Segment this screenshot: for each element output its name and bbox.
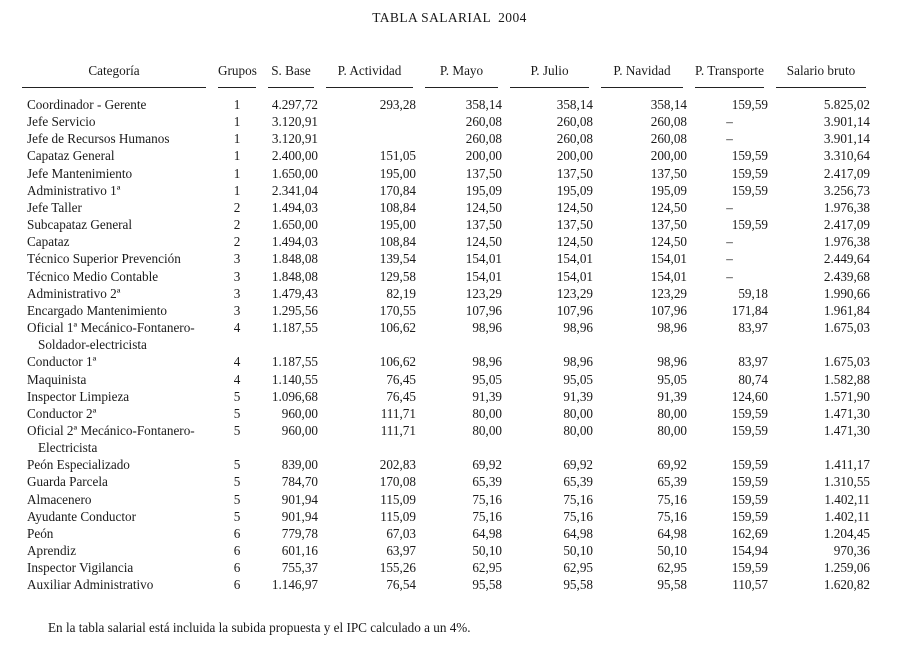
cell-grupos: 3: [233, 302, 241, 318]
cell-p-actividad: 76,45: [386, 371, 416, 387]
cell-p-navidad: 75,16: [657, 491, 687, 507]
cell-salario-bruto: 1.976,38: [823, 199, 870, 215]
cell-p-actividad: 106,62: [379, 354, 416, 370]
cell-p-navidad: 200,00: [650, 148, 687, 164]
cell-p-julio: 98,96: [563, 354, 593, 370]
cell-s-base: 1.187,55: [271, 354, 318, 370]
cell-p-transporte: 159,59: [731, 474, 768, 490]
cell-grupos: 4: [233, 320, 241, 336]
cell-p-julio: 260,08: [556, 114, 593, 130]
cell-p-julio: 137,50: [556, 165, 593, 181]
cell-p-mayo: 62,95: [472, 560, 502, 576]
col-header-salario-bruto: Salario bruto: [770, 48, 872, 88]
cell-salario-bruto: 2.417,09: [823, 217, 870, 233]
cell-p-transporte: –: [726, 199, 733, 215]
cell-categoria: Conductor 1ª: [27, 354, 97, 370]
cell-p-transporte: 124,60: [731, 388, 768, 404]
cell-p-navidad: 80,00: [657, 422, 687, 438]
cell-salario-bruto: 1.990,66: [823, 285, 870, 301]
table-row: [16, 233, 872, 250]
table-row: [16, 130, 872, 147]
cell-p-mayo: 123,29: [465, 285, 502, 301]
table-header: [16, 48, 872, 88]
cell-s-base: 960,00: [281, 422, 318, 438]
cell-salario-bruto: 3.901,14: [823, 114, 870, 130]
cell-s-base: 1.650,00: [271, 217, 318, 233]
cell-p-transporte: 159,59: [731, 148, 768, 164]
cell-p-julio: 124,50: [556, 234, 593, 250]
cell-salario-bruto: 1.310,55: [823, 474, 870, 490]
cell-grupos: 1: [233, 182, 241, 198]
table-row: [16, 147, 872, 164]
cell-salario-bruto: 1.471,30: [823, 422, 870, 438]
cell-p-navidad: 124,50: [650, 199, 687, 215]
cell-p-navidad: 75,16: [657, 508, 687, 524]
cell-p-mayo: 91,39: [472, 388, 502, 404]
cell-grupos: 2: [233, 199, 241, 215]
cell-p-actividad: [320, 113, 419, 130]
table-row: [16, 559, 872, 576]
cell-p-mayo: 95,05: [472, 371, 502, 387]
cell-grupos: 1: [233, 97, 241, 112]
cell-s-base: 3.120,91: [271, 114, 318, 130]
cell-p-transporte: 159,59: [731, 165, 768, 181]
cell-p-transporte: 159,59: [731, 97, 768, 112]
cell-p-mayo: 195,09: [465, 182, 502, 198]
cell-p-julio: 154,01: [556, 268, 593, 284]
cell-categoria: Administrativo 2ª: [27, 285, 121, 301]
cell-p-mayo: 107,96: [465, 302, 502, 318]
table-row: [16, 216, 872, 233]
table-row: [16, 388, 872, 405]
cell-p-navidad: 260,08: [650, 131, 687, 147]
cell-p-julio: 64,98: [563, 525, 593, 541]
cell-salario-bruto: 1.976,38: [823, 234, 870, 250]
table-row: [16, 353, 872, 370]
cell-p-julio: 137,50: [556, 217, 593, 233]
cell-categoria: Peón Especializado: [27, 457, 130, 473]
cell-p-actividad: 129,58: [379, 268, 416, 284]
cell-salario-bruto: 1.411,17: [824, 457, 870, 473]
cell-grupos: 5: [233, 474, 241, 490]
cell-p-mayo: 75,16: [472, 508, 502, 524]
cell-salario-bruto: 1.259,06: [823, 560, 870, 576]
cell-categoria: Auxiliar Administrativo: [27, 577, 154, 593]
cell-s-base: 3.120,91: [271, 131, 318, 147]
cell-p-actividad: 195,00: [379, 217, 416, 233]
cell-p-actividad: 108,84: [379, 199, 416, 215]
cell-grupos: 1: [233, 165, 241, 181]
cell-p-navidad: 98,96: [657, 320, 687, 336]
cell-categoria: Guarda Parcela: [27, 474, 108, 490]
cell-p-actividad: 82,19: [386, 285, 416, 301]
cell-p-navidad: 69,92: [657, 457, 687, 473]
cell-p-transporte: –: [726, 131, 733, 147]
table-row: [16, 405, 872, 422]
cell-p-actividad: 202,83: [379, 457, 416, 473]
cell-p-navidad: 80,00: [657, 405, 687, 421]
cell-salario-bruto: 1.402,11: [824, 508, 870, 524]
cell-grupos: 2: [233, 234, 241, 250]
cell-p-navidad: 137,50: [650, 165, 687, 181]
table-row: [16, 491, 872, 508]
cell-grupos: 3: [233, 268, 241, 284]
cell-p-transporte: –: [726, 234, 733, 250]
cell-categoria: Técnico Superior Prevención: [27, 251, 181, 267]
cell-p-navidad: 260,08: [650, 114, 687, 130]
table-body: [16, 88, 872, 594]
cell-grupos: 6: [233, 543, 241, 559]
cell-p-actividad: 76,45: [386, 388, 416, 404]
cell-salario-bruto: 1.620,82: [823, 577, 870, 593]
cell-s-base: 1.494,03: [271, 234, 318, 250]
cell-salario-bruto: 1.402,11: [824, 491, 870, 507]
cell-s-base: 2.341,04: [271, 182, 318, 198]
cell-salario-bruto: 1.675,03: [823, 320, 870, 336]
cell-p-julio: 75,16: [563, 508, 593, 524]
cell-salario-bruto: 970,36: [833, 543, 870, 559]
cell-p-actividad: 151,05: [379, 148, 416, 164]
cell-categoria: Conductor 2ª: [27, 405, 97, 421]
cell-s-base: 901,94: [281, 491, 318, 507]
cell-salario-bruto: 1.961,84: [823, 302, 870, 318]
cell-s-base: 960,00: [281, 405, 318, 421]
cell-salario-bruto: 5.825,02: [823, 97, 870, 112]
cell-p-transporte: 159,59: [731, 560, 768, 576]
cell-p-mayo: 124,50: [465, 199, 502, 215]
cell-p-transporte: 80,74: [738, 371, 768, 387]
cell-p-mayo: 75,16: [472, 491, 502, 507]
cell-p-actividad: 76,54: [386, 577, 416, 593]
cell-p-mayo: 260,08: [465, 114, 502, 130]
cell-p-mayo: 64,98: [472, 525, 502, 541]
cell-s-base: 901,94: [281, 508, 318, 524]
cell-salario-bruto: 1.571,90: [823, 388, 870, 404]
cell-p-julio: 260,08: [556, 131, 593, 147]
cell-grupos: 1: [233, 131, 241, 147]
cell-salario-bruto: 2.449,64: [823, 251, 870, 267]
cell-p-navidad: 154,01: [650, 268, 687, 284]
cell-p-julio: 124,50: [556, 199, 593, 215]
cell-categoria: Inspector Vigilancia: [27, 560, 134, 576]
cell-grupos: 5: [233, 405, 241, 421]
table-row: [16, 508, 872, 525]
cell-p-navidad: 95,05: [657, 371, 687, 387]
cell-p-transporte: 159,59: [731, 491, 768, 507]
cell-p-julio: 69,92: [563, 457, 593, 473]
cell-s-base: 1.295,56: [271, 302, 318, 318]
cell-categoria: Jefe Taller: [27, 199, 82, 215]
cell-p-actividad: 170,08: [379, 474, 416, 490]
cell-p-julio: 154,01: [556, 251, 593, 267]
cell-categoria: Subcapataz General: [27, 217, 133, 233]
cell-p-julio: 50,10: [563, 543, 593, 559]
cell-s-base: 755,37: [281, 560, 318, 576]
cell-s-base: 1.494,03: [271, 199, 318, 215]
cell-p-mayo: 154,01: [465, 268, 502, 284]
cell-categoria: Almacenero: [27, 491, 92, 507]
cell-categoria: Inspector Limpieza: [27, 388, 130, 404]
cell-p-mayo: 154,01: [465, 251, 502, 267]
cell-p-julio: 98,96: [563, 320, 593, 336]
cell-categoria: Oficial 2ª Mecánico-Fontanero- Electricista: [27, 422, 195, 456]
cell-p-actividad: 155,26: [379, 560, 416, 576]
cell-s-base: 1.146,97: [271, 577, 318, 593]
cell-p-mayo: 358,14: [465, 97, 502, 112]
cell-p-transporte: –: [726, 251, 733, 267]
cell-p-mayo: 98,96: [472, 320, 502, 336]
cell-p-actividad: 195,00: [379, 165, 416, 181]
table-row: [16, 576, 872, 593]
cell-p-julio: 62,95: [563, 560, 593, 576]
cell-categoria: Capataz General: [27, 148, 115, 164]
cell-p-transporte: 159,59: [731, 422, 768, 438]
cell-p-julio: 195,09: [556, 182, 593, 198]
cell-s-base: 1.848,08: [271, 251, 318, 267]
cell-p-transporte: 159,59: [731, 217, 768, 233]
cell-s-base: 1.140,55: [271, 371, 318, 387]
cell-grupos: 5: [233, 457, 241, 473]
cell-s-base: 1.479,43: [271, 285, 318, 301]
cell-p-mayo: 80,00: [472, 405, 502, 421]
cell-s-base: 779,78: [281, 525, 318, 541]
cell-grupos: 4: [233, 354, 241, 370]
cell-p-mayo: 260,08: [465, 131, 502, 147]
cell-p-transporte: 159,59: [731, 182, 768, 198]
table-row: [16, 285, 872, 302]
cell-p-mayo: 80,00: [472, 422, 502, 438]
cell-grupos: 5: [233, 388, 241, 404]
cell-s-base: 784,70: [281, 474, 318, 490]
table-row: [16, 422, 872, 456]
cell-p-transporte: 110,57: [732, 577, 768, 593]
cell-p-actividad: 170,84: [379, 182, 416, 198]
cell-p-actividad: 111,71: [380, 422, 416, 438]
cell-p-mayo: 69,92: [472, 457, 502, 473]
cell-p-mayo: 50,10: [472, 543, 502, 559]
cell-p-julio: 107,96: [556, 302, 593, 318]
cell-categoria: Oficial 1ª Mecánico-Fontanero- Soldador-electricista: [27, 320, 195, 353]
table-row: [16, 182, 872, 199]
cell-salario-bruto: 1.471,30: [823, 405, 870, 421]
cell-grupos: 3: [233, 251, 241, 267]
table-row: [16, 165, 872, 182]
cell-grupos: 2: [233, 217, 241, 233]
table-row: [16, 250, 872, 267]
cell-p-transporte: 83,97: [738, 354, 768, 370]
cell-p-navidad: 124,50: [650, 234, 687, 250]
col-header-p-navidad: P. Navidad: [595, 48, 689, 88]
cell-p-mayo: 65,39: [472, 474, 502, 490]
cell-categoria: Maquinista: [27, 371, 87, 387]
page-title: TABLA SALARIAL 2004: [372, 10, 527, 25]
cell-p-transporte: –: [726, 114, 733, 130]
cell-p-actividad: [320, 130, 419, 147]
cell-categoria: Capataz: [27, 234, 70, 250]
cell-salario-bruto: 1.582,88: [823, 371, 870, 387]
cell-p-julio: 200,00: [556, 148, 593, 164]
cell-p-navidad: 95,58: [657, 577, 687, 593]
cell-p-transporte: 159,59: [731, 508, 768, 524]
header-row: [16, 48, 872, 88]
cell-p-transporte: 159,59: [731, 405, 768, 421]
cell-categoria: Jefe Mantenimiento: [27, 165, 133, 181]
cell-grupos: 6: [233, 560, 241, 576]
table-row: [16, 199, 872, 216]
table-row: [16, 88, 872, 113]
table-row: [16, 113, 872, 130]
cell-p-navidad: 65,39: [657, 474, 687, 490]
cell-categoria: Peón: [27, 525, 54, 541]
cell-p-actividad: 170,55: [379, 302, 416, 318]
cell-p-transporte: 159,59: [731, 457, 768, 473]
cell-grupos: 3: [233, 285, 241, 301]
cell-p-navidad: 123,29: [650, 285, 687, 301]
col-header-categoria: Categoría: [16, 48, 212, 88]
cell-s-base: 1.650,00: [271, 165, 318, 181]
cell-p-actividad: 293,28: [379, 97, 416, 112]
cell-categoria: Aprendiz: [27, 543, 77, 559]
cell-grupos: 1: [233, 148, 241, 164]
cell-salario-bruto: 1.204,45: [823, 525, 870, 541]
cell-p-julio: 75,16: [563, 491, 593, 507]
cell-p-mayo: 200,00: [465, 148, 502, 164]
table-row: [16, 456, 872, 473]
cell-p-actividad: 67,03: [386, 525, 416, 541]
cell-p-transporte: 83,97: [738, 320, 768, 336]
col-header-p-transporte: P. Transporte: [689, 48, 770, 88]
cell-p-actividad: 111,71: [380, 405, 416, 421]
cell-s-base: 1.848,08: [271, 268, 318, 284]
cell-categoria: Encargado Mantenimiento: [27, 302, 168, 318]
table-row: [16, 268, 872, 285]
cell-p-julio: 358,14: [556, 97, 593, 112]
cell-p-navidad: 62,95: [657, 560, 687, 576]
cell-categoria: Coordinador - Gerente: [27, 97, 147, 112]
col-header-p-actividad: P. Actividad: [320, 48, 419, 88]
table-row: [16, 525, 872, 542]
cell-s-base: 4.297,72: [271, 97, 318, 112]
cell-salario-bruto: 1.675,03: [823, 354, 870, 370]
cell-categoria: Jefe Servicio: [27, 114, 96, 130]
salary-table: [16, 48, 872, 594]
cell-grupos: 1: [233, 114, 241, 130]
cell-grupos: 4: [233, 371, 241, 387]
cell-p-navidad: 64,98: [657, 525, 687, 541]
col-header-p-mayo: P. Mayo: [419, 48, 504, 88]
cell-s-base: 1.187,55: [271, 320, 318, 336]
cell-salario-bruto: 3.901,14: [823, 131, 870, 147]
cell-p-navidad: 91,39: [657, 388, 687, 404]
cell-p-navidad: 358,14: [650, 97, 687, 112]
cell-p-actividad: 108,84: [379, 234, 416, 250]
table-row: [16, 371, 872, 388]
cell-p-julio: 95,05: [563, 371, 593, 387]
cell-p-julio: 80,00: [563, 422, 593, 438]
col-header-s-base: S. Base: [262, 48, 320, 88]
col-header-p-julio: P. Julio: [504, 48, 595, 88]
cell-p-transporte: 154,94: [731, 543, 768, 559]
cell-p-julio: 123,29: [556, 285, 593, 301]
cell-salario-bruto: 2.439,68: [823, 268, 870, 284]
cell-p-actividad: 63,97: [386, 543, 416, 559]
cell-categoria: Administrativo 1ª: [27, 182, 121, 198]
cell-s-base: 839,00: [281, 457, 318, 473]
cell-p-navidad: 137,50: [650, 217, 687, 233]
cell-p-julio: 65,39: [563, 474, 593, 490]
table-row: [16, 319, 872, 353]
cell-s-base: 2.400,00: [271, 148, 318, 164]
cell-categoria: Técnico Medio Contable: [27, 268, 159, 284]
table-row: [16, 302, 872, 319]
cell-p-julio: 95,58: [563, 577, 593, 593]
cell-s-base: 1.096,68: [271, 388, 318, 404]
cell-p-transporte: 162,69: [731, 525, 768, 541]
cell-p-mayo: 137,50: [465, 165, 502, 181]
cell-salario-bruto: 3.256,73: [823, 182, 870, 198]
cell-p-navidad: 107,96: [650, 302, 687, 318]
cell-p-julio: 80,00: [563, 405, 593, 421]
cell-p-navidad: 98,96: [657, 354, 687, 370]
cell-p-actividad: 106,62: [379, 320, 416, 336]
cell-grupos: 5: [233, 422, 241, 438]
col-header-grupos: Grupos: [212, 48, 262, 88]
cell-grupos: 6: [233, 525, 241, 541]
cell-p-actividad: 115,09: [380, 508, 416, 524]
cell-p-actividad: 115,09: [380, 491, 416, 507]
footnote: En la tabla salarial está incluida la subida propuesta y el IPC calculado a un 4%.: [48, 620, 471, 635]
cell-p-transporte: 171,84: [731, 302, 768, 318]
cell-p-mayo: 124,50: [465, 234, 502, 250]
cell-p-mayo: 95,58: [472, 577, 502, 593]
cell-grupos: 5: [233, 508, 241, 524]
cell-grupos: 5: [233, 491, 241, 507]
cell-salario-bruto: 2.417,09: [823, 165, 870, 181]
cell-categoria: Ayudante Conductor: [27, 508, 137, 524]
cell-p-mayo: 98,96: [472, 354, 502, 370]
cell-p-transporte: –: [726, 268, 733, 284]
cell-p-mayo: 137,50: [465, 217, 502, 233]
cell-s-base: 601,16: [281, 543, 318, 559]
cell-p-actividad: 139,54: [379, 251, 416, 267]
table-row: [16, 473, 872, 490]
cell-p-navidad: 50,10: [657, 543, 687, 559]
cell-p-navidad: 195,09: [650, 182, 687, 198]
cell-salario-bruto: 3.310,64: [823, 148, 870, 164]
cell-p-transporte: 59,18: [738, 285, 768, 301]
table-row: [16, 542, 872, 559]
cell-p-navidad: 154,01: [650, 251, 687, 267]
cell-categoria: Jefe de Recursos Humanos: [27, 131, 170, 147]
cell-p-julio: 91,39: [563, 388, 593, 404]
cell-grupos: 6: [233, 577, 241, 593]
